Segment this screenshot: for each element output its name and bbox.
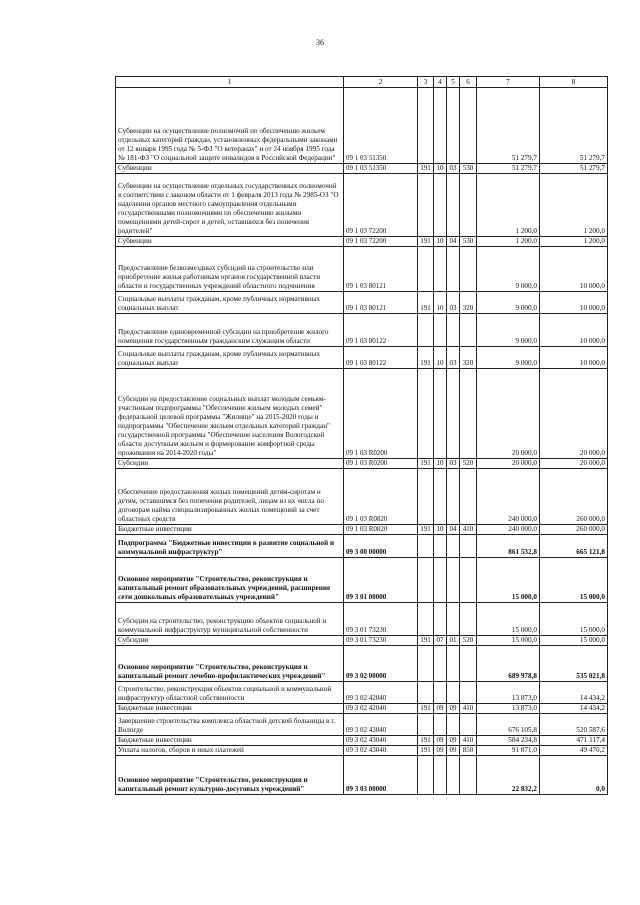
subsection-code: 03 — [447, 164, 460, 174]
amount-col-7: 584 234,8 — [477, 736, 540, 746]
column-header: 5 — [447, 77, 460, 88]
expense-type-code: 520 — [460, 636, 477, 646]
amount-col-8: 10 000,0 — [540, 314, 608, 347]
amount-col-8: 520 587,6 — [540, 714, 608, 736]
amount-col-7: 689 978,8 — [477, 646, 540, 682]
section-code — [434, 714, 447, 736]
ministry-code — [418, 714, 434, 736]
amount-col-7: 20 000,0 — [477, 459, 540, 469]
column-header: 7 — [477, 77, 540, 88]
subsection-code — [447, 469, 460, 525]
ministry-code: 191 — [418, 736, 434, 746]
budget-code: 09 1 03 51350 — [344, 88, 418, 164]
amount-col-8: 15 000,0 — [540, 558, 608, 603]
amount-col-8: 1 200,0 — [540, 174, 608, 237]
section-code: 10 — [434, 237, 447, 247]
amount-col-7: 15 000,0 — [477, 558, 540, 603]
section-code — [434, 174, 447, 237]
amount-col-8: 260 000,0 — [540, 525, 608, 535]
section-code — [434, 646, 447, 682]
amount-col-7: 240 000,0 — [477, 525, 540, 535]
table-header-row — [116, 77, 608, 88]
amount-col-7: 9 000,0 — [477, 292, 540, 314]
budget-table — [115, 76, 608, 795]
row-name: Обеспечение предоставления жилых помещений детям-сиротам и детям, оставшимся без попечения родителей, лицам из их числа по договорам найма специализированных жилых помещений за счет областных средств — [116, 469, 344, 525]
page-number: 36 — [316, 38, 324, 47]
amount-col-7: 1 200,0 — [477, 174, 540, 237]
expense-type-code: 320 — [460, 292, 477, 314]
section-code — [434, 247, 447, 292]
subsection-code — [447, 603, 460, 636]
budget-code: 09 3 02 00000 — [344, 646, 418, 682]
amount-col-7: 91 871,0 — [477, 746, 540, 756]
expense-type-code — [460, 558, 477, 603]
expense-type-code — [460, 646, 477, 682]
amount-col-8: 20 000,0 — [540, 369, 608, 459]
column-header: 2 — [344, 77, 418, 88]
row-name: Завершение строительства комплекса областной детской больницы в г. Вологде — [116, 714, 344, 736]
ministry-code: 191 — [418, 292, 434, 314]
row-name: Предоставление безвозмездных субсидий на строительство или приобретение жилья работникам органов государственной власти области и государственных учреждений областного подчинения — [116, 247, 344, 292]
amount-col-8: 471 117,4 — [540, 736, 608, 746]
section-code: 10 — [434, 459, 447, 469]
budget-code: 09 1 03 80122 — [344, 314, 418, 347]
expense-type-code: 520 — [460, 459, 477, 469]
ministry-code — [418, 88, 434, 164]
expense-type-code: 530 — [460, 164, 477, 174]
row-name: Субвенции на осуществление отдельных государственных полномочий в соответствии с законом области от 1 февраля 2013 года № 2985-ОЗ "О наделении органов местного самоуправления отдельными государственными полномочиями по обеспечению жилыми помещениями детей-сирот и детей, оставшихся без попечения родителей" — [116, 174, 344, 237]
subsection-code: 09 — [447, 736, 460, 746]
amount-col-7: 1 200,0 — [477, 237, 540, 247]
ministry-code — [418, 558, 434, 603]
subsection-code — [447, 247, 460, 292]
ministry-code: 191 — [418, 704, 434, 714]
ministry-code — [418, 682, 434, 704]
table-row — [116, 682, 608, 704]
amount-col-8: 51 279,7 — [540, 88, 608, 164]
table-row — [116, 636, 608, 646]
section-code — [434, 558, 447, 603]
ministry-code: 191 — [418, 746, 434, 756]
expense-type-code — [460, 469, 477, 525]
amount-col-8: 51 279,7 — [540, 164, 608, 174]
section-code — [434, 469, 447, 525]
table-row — [116, 469, 608, 525]
amount-col-7: 240 000,0 — [477, 469, 540, 525]
table-row — [116, 247, 608, 292]
ministry-code — [418, 369, 434, 459]
section-code — [434, 682, 447, 704]
expense-type-code: 320 — [460, 347, 477, 369]
section-code: 09 — [434, 746, 447, 756]
ministry-code: 191 — [418, 164, 434, 174]
row-name: Субсидии — [116, 459, 344, 469]
subsection-code: 03 — [447, 347, 460, 369]
column-header: 4 — [434, 77, 447, 88]
ministry-code: 191 — [418, 459, 434, 469]
budget-code: 09 3 02 43040 — [344, 714, 418, 736]
amount-col-8: 10 000,0 — [540, 247, 608, 292]
subsection-code — [447, 535, 460, 558]
row-name: Бюджетные инвестиции — [116, 525, 344, 535]
section-code: 10 — [434, 292, 447, 314]
section-code: 09 — [434, 704, 447, 714]
row-name: Социальные выплаты гражданам, кроме публичных нормативных социальных выплат — [116, 347, 344, 369]
row-name: Основное мероприятие "Строительство, реконструкция и капитальный ремонт образовательных учреждений, расширение сети дошкольных образовательных учреждений" — [116, 558, 344, 603]
expense-type-code — [460, 756, 477, 795]
section-code: 07 — [434, 636, 447, 646]
amount-col-7: 9 000,0 — [477, 314, 540, 347]
expense-type-code: 850 — [460, 746, 477, 756]
table-row — [116, 704, 608, 714]
subsection-code — [447, 646, 460, 682]
expense-type-code — [460, 247, 477, 292]
expense-type-code — [460, 314, 477, 347]
ministry-code: 191 — [418, 237, 434, 247]
subsection-code — [447, 314, 460, 347]
amount-col-8: 49 470,2 — [540, 746, 608, 756]
budget-code: 09 3 01 73230 — [344, 636, 418, 646]
table-row — [116, 736, 608, 746]
amount-col-8: 665 121,8 — [540, 535, 608, 558]
row-name: Социальные выплаты гражданам, кроме публичных нормативных социальных выплат — [116, 292, 344, 314]
row-name: Субвенции — [116, 237, 344, 247]
expense-type-code — [460, 369, 477, 459]
amount-col-8: 10 000,0 — [540, 347, 608, 369]
row-name: Подпрограмма "Бюджетные инвестиции в развитие социальной и коммунальной инфраструктур" — [116, 535, 344, 558]
row-name: Субвенции на осуществление полномочий по обеспечению жильем отдельных категорий граждан, установленных федеральными законами от 12 января 1995 года № 5-ФЗ "О ветеранах" и от 24 ноября 1995 года № 181-ФЗ "О социальной защите инвалидов в Российской Федерации" — [116, 88, 344, 164]
amount-col-7: 22 832,2 — [477, 756, 540, 795]
budget-code: 09 1 03 80121 — [344, 247, 418, 292]
subsection-code — [447, 714, 460, 736]
amount-col-8: 260 000,0 — [540, 469, 608, 525]
expense-type-code — [460, 535, 477, 558]
section-code — [434, 369, 447, 459]
column-header: 1 — [116, 77, 344, 88]
amount-col-8: 535 021,8 — [540, 646, 608, 682]
expense-type-code — [460, 714, 477, 736]
subsection-code — [447, 682, 460, 704]
budget-code: 09 3 02 43040 — [344, 746, 418, 756]
row-name: Основное мероприятие "Строительство, реконструкция и капитальный ремонт лечебно-профилактических учреждений" — [116, 646, 344, 682]
row-name: Бюджетные инвестиции — [116, 736, 344, 746]
subsection-code: 03 — [447, 292, 460, 314]
subsection-code: 01 — [447, 636, 460, 646]
budget-code: 09 3 02 42040 — [344, 682, 418, 704]
subsection-code: 09 — [447, 704, 460, 714]
row-name: Субвенции — [116, 164, 344, 174]
ministry-code — [418, 314, 434, 347]
section-code: 10 — [434, 164, 447, 174]
amount-col-8: 1 200,0 — [540, 237, 608, 247]
amount-col-8: 14 434,2 — [540, 704, 608, 714]
table-row — [116, 88, 608, 164]
ministry-code: 191 — [418, 525, 434, 535]
budget-code: 09 1 03 72200 — [344, 174, 418, 237]
expense-type-code: 410 — [460, 525, 477, 535]
table-row — [116, 369, 608, 459]
budget-code: 09 1 03 R0820 — [344, 525, 418, 535]
amount-col-7: 861 532,8 — [477, 535, 540, 558]
budget-code: 09 1 03 51350 — [344, 164, 418, 174]
column-header: 8 — [540, 77, 608, 88]
section-code — [434, 314, 447, 347]
amount-col-8: 14 434,2 — [540, 682, 608, 704]
amount-col-8: 20 000,0 — [540, 459, 608, 469]
table-row — [116, 646, 608, 682]
expense-type-code — [460, 88, 477, 164]
amount-col-8: 15 000,0 — [540, 603, 608, 636]
ministry-code — [418, 646, 434, 682]
ministry-code — [418, 535, 434, 558]
row-name: Основное мероприятие "Строительство, реконструкция и капитальный ремонт культурно-досуговых учреждений" — [116, 756, 344, 795]
section-code: 10 — [434, 347, 447, 369]
expense-type-code: 410 — [460, 704, 477, 714]
row-name: Предоставление единовременной субсидии на приобретение жилого помещения государственным гражданским служащим области — [116, 314, 344, 347]
amount-col-7: 9 000,0 — [477, 247, 540, 292]
expense-type-code: 410 — [460, 736, 477, 746]
section-code — [434, 88, 447, 164]
expense-type-code — [460, 603, 477, 636]
ministry-code — [418, 603, 434, 636]
amount-col-7: 15 000,0 — [477, 603, 540, 636]
budget-code: 09 3 02 43040 — [344, 736, 418, 746]
amount-col-7: 51 279,7 — [477, 88, 540, 164]
expense-type-code — [460, 174, 477, 237]
subsection-code: 03 — [447, 459, 460, 469]
section-code: 09 — [434, 736, 447, 746]
budget-code: 09 1 03 R0200 — [344, 459, 418, 469]
table-row — [116, 714, 608, 736]
subsection-code: 04 — [447, 525, 460, 535]
subsection-code: 04 — [447, 237, 460, 247]
table-row — [116, 237, 608, 247]
row-name: Субсидии на предоставление социальных выплат молодым семьям-участникам подпрограммы "Обеспечение жильем молодых семей" федеральной целевой программы "Жилище" на 2015-2020 годы и подпрограммы "Обеспечение жильем отдельных категорий граждан" государственной программы "Обеспечение населения Вологодской области доступным жильем и формирование комфортной среды проживания на 2014-2020 годы" — [116, 369, 344, 459]
section-code: 10 — [434, 525, 447, 535]
ministry-code — [418, 469, 434, 525]
subsection-code — [447, 174, 460, 237]
row-name: Субсидии — [116, 636, 344, 646]
table-row — [116, 603, 608, 636]
table-row — [116, 164, 608, 174]
table-row — [116, 525, 608, 535]
ministry-code — [418, 247, 434, 292]
row-name: Бюджетные инвестиции — [116, 704, 344, 714]
table-row — [116, 746, 608, 756]
table-row — [116, 535, 608, 558]
ministry-code: 191 — [418, 347, 434, 369]
budget-code: 09 3 00 00000 — [344, 535, 418, 558]
amount-col-8: 0,0 — [540, 756, 608, 795]
ministry-code — [418, 174, 434, 237]
column-header: 6 — [460, 77, 477, 88]
amount-col-8: 15 000,0 — [540, 636, 608, 646]
subsection-code: 09 — [447, 746, 460, 756]
ministry-code: 191 — [418, 636, 434, 646]
table-row — [116, 459, 608, 469]
subsection-code — [447, 369, 460, 459]
budget-code: 09 1 03 80122 — [344, 347, 418, 369]
column-header: 3 — [418, 77, 434, 88]
table-row — [116, 174, 608, 237]
amount-col-7: 13 873,0 — [477, 682, 540, 704]
ministry-code — [418, 756, 434, 795]
section-code — [434, 535, 447, 558]
amount-col-7: 51 279,7 — [477, 164, 540, 174]
budget-code: 09 3 03 00000 — [344, 756, 418, 795]
amount-col-7: 15 000,0 — [477, 636, 540, 646]
subsection-code — [447, 756, 460, 795]
amount-col-7: 13 873,0 — [477, 704, 540, 714]
amount-col-7: 9 000,0 — [477, 347, 540, 369]
subsection-code — [447, 88, 460, 164]
budget-code: 09 1 03 72200 — [344, 237, 418, 247]
row-name: Строительство, реконструкция объектов социальной и коммунальной инфраструктур областной собственности — [116, 682, 344, 704]
subsection-code — [447, 558, 460, 603]
amount-col-8: 10 000,0 — [540, 292, 608, 314]
section-code — [434, 603, 447, 636]
budget-code: 09 1 03 R0820 — [344, 469, 418, 525]
amount-col-7: 20 000,0 — [477, 369, 540, 459]
table-row — [116, 292, 608, 314]
table-row — [116, 314, 608, 347]
budget-code: 09 3 02 42040 — [344, 704, 418, 714]
budget-code: 09 1 03 R0200 — [344, 369, 418, 459]
section-code — [434, 756, 447, 795]
budget-code: 09 3 01 73230 — [344, 603, 418, 636]
row-name: Субсидии на строительство, реконструкцию объектов социальной и коммунальной инфраструктур муниципальной собственности — [116, 603, 344, 636]
row-name: Уплата налогов, сборов и иных платежей — [116, 746, 344, 756]
expense-type-code: 530 — [460, 237, 477, 247]
budget-code: 09 1 03 80121 — [344, 292, 418, 314]
amount-col-7: 676 105,8 — [477, 714, 540, 736]
budget-code: 09 3 01 00000 — [344, 558, 418, 603]
table-row — [116, 347, 608, 369]
expense-type-code — [460, 682, 477, 704]
table-row — [116, 558, 608, 603]
table-row — [116, 756, 608, 795]
